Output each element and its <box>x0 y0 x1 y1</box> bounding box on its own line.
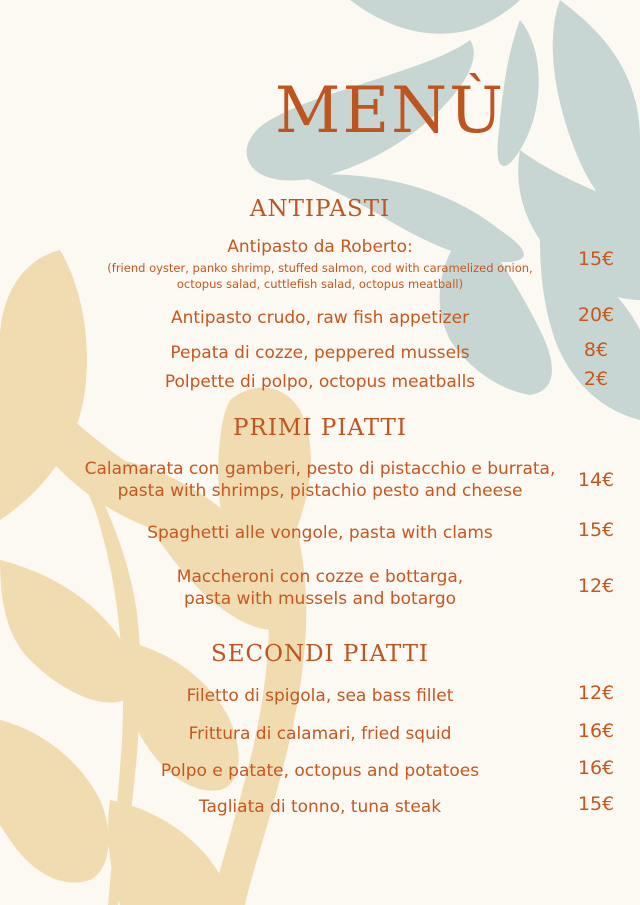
menu-item-antipasto-crudo: Antipasto crudo, raw fish appetizer <box>170 308 470 328</box>
item-price: 16€ <box>577 720 615 742</box>
item-price: 14€ <box>577 469 615 491</box>
menu-item-polpette-di-polpo: Polpette di polpo, octopus meatballs <box>164 372 476 392</box>
item-price: 2€ <box>583 368 609 390</box>
item-name: Calamarata con gamberi, pesto di pistacchio e burrata, <box>84 459 556 479</box>
item-price: 15€ <box>577 793 615 815</box>
menu-item-tagliata-di-tonno: Tagliata di tonno, tuna steak <box>198 797 442 817</box>
item-price: 12€ <box>577 575 615 597</box>
menu-item-antipasto-da-roberto <box>60 236 580 292</box>
menu-item-spaghetti-alle-vongole: Spaghetti alle vongole, pasta with clams <box>147 523 493 543</box>
section-heading-secondi-piatti: SECONDI PIATTI <box>210 641 430 667</box>
menu-item-polpo-e-patate: Polpo e patate, octopus and potatoes <box>160 761 480 781</box>
item-name: Antipasto da Roberto: <box>227 237 413 257</box>
item-name-2: pasta with shrimps, pistachio pesto and cheese <box>117 481 523 501</box>
item-price: 8€ <box>583 339 609 361</box>
item-name-2: pasta with mussels and botargo <box>183 589 457 609</box>
menu-item-pepata-di-cozze: Pepata di cozze, peppered mussels <box>170 343 470 363</box>
menu-item-calamarata <box>60 458 580 502</box>
section-heading-antipasti: ANTIPASTI <box>249 196 391 222</box>
item-name: Maccheroni con cozze e bottarga, <box>176 567 464 587</box>
item-price: 12€ <box>577 682 615 704</box>
menu-item-maccheroni <box>60 566 580 610</box>
item-detail: (friend oyster, panko shrimp, stuffed salmon, cod with caramelized onion, <box>107 261 533 275</box>
item-price: 20€ <box>577 304 615 326</box>
menu-item-filetto-di-spigola: Filetto di spigola, sea bass fillet <box>186 686 454 706</box>
item-price: 15€ <box>577 248 615 270</box>
section-heading-primi-piatti: PRIMI PIATTI <box>233 415 407 441</box>
item-price: 15€ <box>577 519 615 541</box>
menu-item-frittura-di-calamari: Frittura di calamari, fried squid <box>188 724 452 744</box>
item-price: 16€ <box>577 757 615 779</box>
menu-title: MENÙ <box>274 74 506 148</box>
item-detail-2: octopus salad, cuttlefish salad, octopus meatball) <box>176 277 464 291</box>
